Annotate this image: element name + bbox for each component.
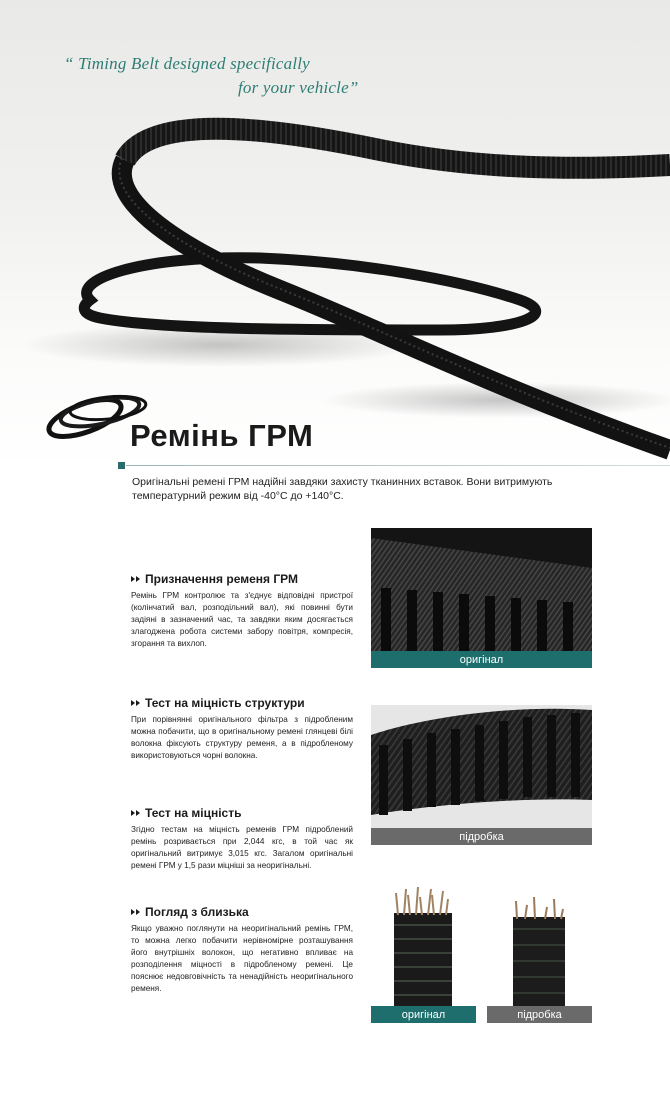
counterfeit-belt-torn-photo bbox=[507, 895, 571, 1007]
title-rule bbox=[126, 465, 670, 466]
section-strength-test bbox=[131, 806, 353, 872]
double-arrow-icon bbox=[131, 699, 143, 708]
section-heading: Тест на міцність структури bbox=[131, 696, 353, 710]
tagline-line-2: for your vehicle” bbox=[238, 78, 359, 97]
double-arrow-icon bbox=[131, 809, 143, 818]
original-belt-photo bbox=[371, 528, 592, 651]
section-text: Якщо уважно поглянути на неоригінальний ремінь ГРМ, то можна легко побачити нерівномірне розташування його внутрішніх волокон, що негативно впливає на розподілення міцності в підробленому ремені. Це пояснює недовговічність та ненадійність неоригінального ременя. bbox=[131, 924, 353, 993]
section-heading: Тест на міцність bbox=[131, 806, 353, 820]
section-close-look bbox=[131, 905, 353, 995]
section-heading: Призначення ременя ГРМ bbox=[131, 572, 353, 586]
section-text: Ремінь ГРМ контролює та з'єднує відповідні пристрої (колінчатий вал, розподільний вал), які повинні бути задіяні в зазначений час, та завдяки яким досягається злагоджена робота системи забору повітря, компресія, згорання та вихлоп. bbox=[131, 591, 353, 648]
section-heading: Погляд з близька bbox=[131, 905, 353, 919]
caption-counterfeit-torn: підробка bbox=[487, 1006, 592, 1023]
section-text: Згідно тестам на міцність ременів ГРМ підроблений ремінь розривається при 2,044 кгс, в той час як оригінальний витримує 3,015 кгс. Загалом оригінальні ремені ГРМ у 1,5 рази міцніші за неоригінальні. bbox=[131, 825, 353, 870]
counterfeit-belt-photo bbox=[371, 705, 592, 828]
caption-counterfeit: підробка bbox=[371, 828, 592, 845]
caption-original: оригінал bbox=[371, 651, 592, 668]
original-belt-torn-photo bbox=[386, 885, 460, 1007]
double-arrow-icon bbox=[131, 908, 143, 917]
section-purpose bbox=[131, 572, 353, 650]
title-rule-marker bbox=[118, 462, 125, 469]
hero-banner bbox=[0, 0, 670, 470]
section-structure-test bbox=[131, 696, 353, 762]
page-title: Ремінь ГРМ bbox=[130, 418, 314, 453]
caption-original-torn: оригінал bbox=[371, 1006, 476, 1023]
double-arrow-icon bbox=[131, 575, 143, 584]
tagline-line-1: “ Timing Belt designed specifically bbox=[64, 54, 310, 73]
section-text: При порівнянні оригінального фільтра з підробленим можна побачити, що в оригінальному ремені глянцеві білі волокна фіксують структуру ременя, а в підробленому використовуються чорні волокна. bbox=[131, 715, 353, 760]
intro-text: Оригінальні ремені ГРМ надійні завдяки захисту тканинних вставок. Вони витримують температурний режим від -40°C до +140°C. bbox=[132, 476, 553, 502]
